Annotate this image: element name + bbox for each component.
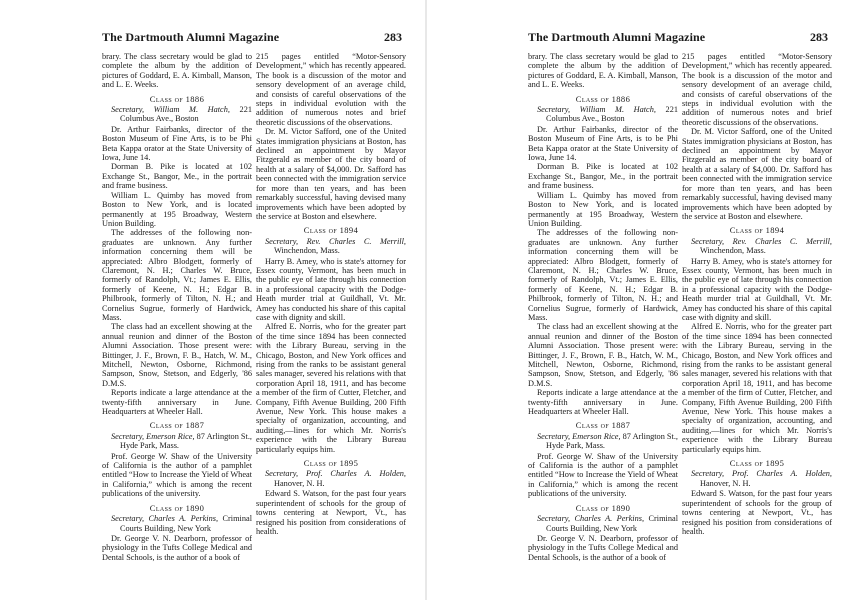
class-heading: Class of 1886 — [149, 93, 205, 104]
paragraph: The class had an excellent showing at the annual reunion and dinner of the Boston Alumni Association. Those present were: Bittinger, J. F., Brown, F. B., Hatch, W. M., Mitchell, Newton, Osborne, Richmond, Sampson, Snow, Stetson, and Edgerly, '86 D.M.S. — [528, 322, 678, 388]
class-heading: Class of 1887 — [149, 420, 205, 431]
text-column-1 — [102, 52, 252, 562]
paragraph: Edward S. Watson, for the past four years superintendent of schools for the group of towns centering at Newport, Vt., has resigned his position from considerations of health. — [682, 489, 832, 536]
running-head — [102, 30, 402, 46]
paragraph: brary. The class secretary would be glad to complete the album by the addition of pictures of Goddard, E. A. Kimball, Manson, and L. E. Weeks. — [102, 52, 252, 90]
class-heading: Class of 1887 — [575, 420, 631, 431]
secretary-address: Criminal Courts Building, New York — [120, 514, 253, 533]
secretary-name: Secretary, Emerson Rice, — [111, 431, 195, 441]
secretary-address: 221 Columbus Ave., Boston — [546, 105, 678, 124]
paragraph: The addresses of the following non-graduates are unknown. Any further information concerning them will be appreciated: Albro Blodgett, formerly of Claremont, N. H.; Charles W. Bruce, formerly of Randolph, Vt.; James E. Ellis, formerly of Keene, N. H.; Edgar B. Philbrook, formerly of Tilton, N. H.; and Cornelius Sugrue, formerly of Hardwick, Mass. — [102, 228, 252, 322]
paragraph: Dr. George V. N. Dearborn, professor of physiology in the Tufts College Medical and Dental Schools, is the author of a book of — [102, 533, 252, 562]
page-number: 283 — [810, 30, 828, 44]
class-heading: Class of 1886 — [575, 93, 631, 104]
class-heading: Class of 1894 — [303, 225, 359, 236]
paragraph: Harry B. Amey, who is state's attorney for Essex county, Vermont, has been much in the public eye of late through his connection in a professional capacity with the Dodge-Heath murder trial at Guildhall, Vt. Mr. Amey has conducted his share of this capital case with dignity and skill. — [256, 256, 406, 322]
secretary-name: Secretary, Charles A. Perkins, — [537, 514, 645, 524]
class-secretary-line — [537, 432, 678, 451]
paragraph: Prof. George W. Shaw of the University of California is the author of a pamphlet entitled “How to Increase the Yield of Wheat in California,” which is among the recent publications of the university. — [102, 451, 252, 499]
paragraph: Dr. George V. N. Dearborn, professor of physiology in the Tufts College Medical and Dental Schools, is the author of a book of — [528, 533, 678, 562]
paragraph: Dorman B. Pike is located at 102 Exchange St., Bangor, Me., in the portrait and frame business. — [528, 162, 678, 191]
secretary-address: 221 Columbus Ave., Boston — [120, 105, 252, 124]
paragraph: William L. Quimby has moved from Boston to New York, and is located permanently at 195 Broadway, Western Union Building. — [102, 190, 252, 228]
paragraph: Dr. Arthur Fairbanks, director of the Boston Museum of Fine Arts, is to be Phi Beta Kappa orator at the State University of Iowa, June 14. — [528, 124, 678, 163]
text-column-1 — [528, 52, 678, 562]
paragraph: Harry B. Amey, who is state's attorney for Essex county, Vermont, has been much in the public eye of late through his connection in a professional capacity with the Dodge-Heath murder trial at Guildhall, Vt. Mr. Amey has conducted his share of this capital case with dignity and skill. — [682, 256, 832, 322]
secretary-address: Hanover, N. H. — [700, 478, 751, 488]
running-title: The Dartmouth Alumni Magazine — [102, 30, 280, 44]
class-heading: Class of 1890 — [575, 502, 631, 513]
class-secretary-line — [691, 237, 832, 256]
paragraph: The addresses of the following non-graduates are unknown. Any further information concerning them will be appreciated: Albro Blodgett, formerly of Claremont, N. H.; Charles W. Bruce, formerly of Randolph, Vt.; James E. Ellis, formerly of Keene, N. H.; Edgar B. Philbrook, formerly of Tilton, N. H.; and Cornelius Sugrue, formerly of Hardwick, Mass. — [528, 228, 678, 322]
paragraph: Reports indicate a large attendance at the twenty-fifth anniversary in June. Headquarters at Wheeler Hall. — [102, 388, 252, 417]
paragraph: Alfred E. Norris, who for the greater part of the time since 1894 has been connected with the Library Bureau, serving in the Chicago, Boston, and New York offices and rising from the ranks to be assistant general sales manager, severed his relations with that corporation April 18, 1911, and has become a member of the firm of Cutter, Fletcher, and Company, Fifth Avenue Building, 200 Fifth Avenue, New York. This house makes a specialty of organization, accounting, and auditing,—lines for which Mr. Norris's experience with the Library Bureau particularly equips him. — [256, 322, 406, 454]
secretary-name: Secretary, Emerson Rice, — [537, 431, 621, 441]
paragraph: Dr. Arthur Fairbanks, director of the Boston Museum of Fine Arts, is to be Phi Beta Kappa orator at the State University of Iowa, June 14. — [102, 124, 252, 163]
secretary-address: Winchendon, Mass. — [700, 246, 766, 256]
secretary-address: Hanover, N. H. — [274, 478, 325, 488]
paragraph: 215 pages entitled “Motor-Sensory Development,” which has recently appeared. The book is a discussion of the motor and sensory development of an average child, and consists of careful observations of the steps in individual evolution with the addition of numerous notes and brief theoretic discussions of the observations. — [256, 52, 406, 127]
paragraph: Alfred E. Norris, who for the greater part of the time since 1894 has been connected with the Library Bureau, serving in the Chicago, Boston, and New York offices and rising from the ranks to be assistant general sales manager, severed his relations with that corporation April 18, 1911, and has become a member of the firm of Cutter, Fletcher, and Company, Fifth Avenue Building, 200 Fifth Avenue, New York. This house makes a specialty of organization, accounting, and auditing,—lines for which Mr. Norris's experience with the Library Bureau particularly equips him. — [682, 322, 832, 454]
secretary-name: Secretary, Prof. Charles A. Holden, — [265, 469, 406, 479]
paragraph: Dr. M. Victor Safford, one of the United States immigration physicians at Boston, has declined an appointment by Mayor Fitzgerald as member of the city board of health at a salary of $4,000. Dr. Safford has been connected with the immigration service for more than ten years, and has been remarkably successful, having devised many improvements which have been adopted by the service at Boston and elsewhere. — [256, 127, 406, 221]
secretary-name: Secretary, Prof. Charles A. Holden, — [691, 469, 832, 479]
running-title: The Dartmouth Alumni Magazine — [528, 30, 706, 44]
class-heading: Class of 1890 — [149, 502, 205, 513]
secretary-name: Secretary, William M. Hatch, — [111, 105, 230, 115]
secretary-address: Criminal Courts Building, New York — [546, 514, 679, 533]
secretary-name: Secretary, Rev. Charles C. Merrill, — [265, 236, 406, 246]
paragraph: Dorman B. Pike is located at 102 Exchange St., Bangor, Me., in the portrait and frame business. — [102, 162, 252, 191]
page-number: 283 — [384, 30, 402, 44]
paragraph: 215 pages entitled “Motor-Sensory Development,” which has recently appeared. The book is a discussion of the motor and sensory development of an average child, and consists of careful observations of the steps in individual evolution with the addition of numerous notes and brief theoretic discussions of the observations. — [682, 52, 832, 127]
paragraph: Prof. George W. Shaw of the University of California is the author of a pamphlet entitled “How to Increase the Yield of Wheat in California,” which is among the recent publications of the university. — [528, 451, 678, 499]
text-column-2 — [256, 52, 406, 536]
class-secretary-line — [111, 514, 252, 533]
text-column-2 — [682, 52, 832, 536]
paragraph: Dr. M. Victor Safford, one of the United States immigration physicians at Boston, has declined an appointment by Mayor Fitzgerald as member of the city board of health at a salary of $4,000. Dr. Safford has been connected with the immigration service for more than ten years, and has been remarkably successful, having devised many improvements which have been adopted by the service at Boston and elsewhere. — [682, 127, 832, 221]
class-secretary-line — [111, 105, 252, 124]
paragraph: Edward S. Watson, for the past four years superintendent of schools for the group of towns centering at Newport, Vt., has resigned his position from considerations of health. — [256, 489, 406, 536]
paragraph: Reports indicate a large attendance at the twenty-fifth anniversary in June. Headquarters at Wheeler Hall. — [528, 388, 678, 417]
secretary-address: 87 Arlington St., Hyde Park, Mass. — [546, 431, 678, 451]
class-secretary-line — [265, 469, 406, 488]
class-secretary-line — [265, 237, 406, 256]
running-head — [528, 30, 828, 46]
class-secretary-line — [537, 105, 678, 124]
secretary-address: 87 Arlington St., Hyde Park, Mass. — [120, 431, 252, 451]
class-heading: Class of 1894 — [729, 225, 785, 236]
class-secretary-line — [111, 432, 252, 451]
secretary-name: Secretary, Rev. Charles C. Merrill, — [691, 236, 832, 246]
secretary-address: Winchendon, Mass. — [274, 246, 340, 256]
paragraph: brary. The class secretary would be glad to complete the album by the addition of pictures of Goddard, E. A. Kimball, Manson, and L. E. Weeks. — [528, 52, 678, 90]
paragraph: The class had an excellent showing at the annual reunion and dinner of the Boston Alumni Association. Those present were: Bittinger, J. F., Brown, F. B., Hatch, W. M., Mitchell, Newton, Osborne, Richmond, Sampson, Snow, Stetson, and Edgerly, '86 D.M.S. — [102, 322, 252, 388]
class-secretary-line — [691, 469, 832, 488]
paragraph: William L. Quimby has moved from Boston to New York, and is located permanently at 195 Broadway, Western Union Building. — [528, 190, 678, 228]
secretary-name: Secretary, Charles A. Perkins, — [111, 514, 219, 524]
secretary-name: Secretary, William M. Hatch, — [537, 105, 656, 115]
page-right — [426, 0, 852, 600]
class-heading: Class of 1895 — [303, 458, 359, 469]
class-secretary-line — [537, 514, 678, 533]
class-heading: Class of 1895 — [729, 458, 785, 469]
